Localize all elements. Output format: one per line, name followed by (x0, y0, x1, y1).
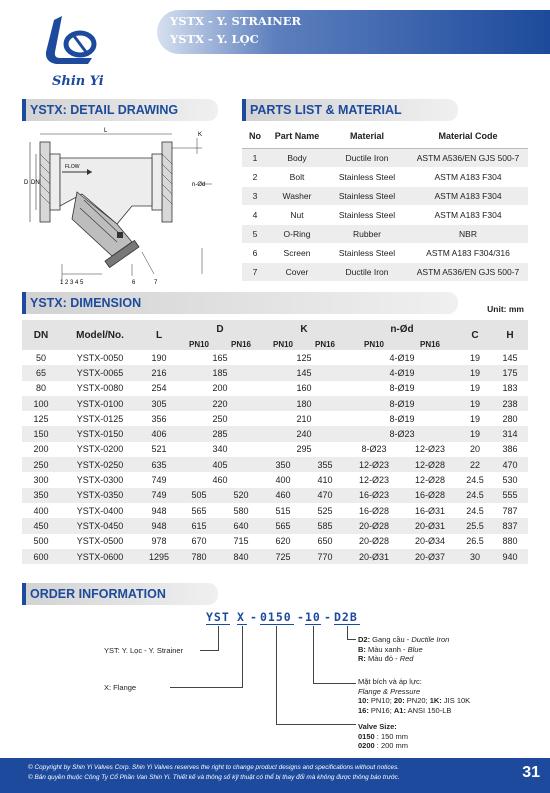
dimension-cell: 160 (262, 381, 346, 396)
parts-body (242, 148, 528, 281)
dimension-cell: 460 (178, 472, 262, 487)
dimension-cell: 22 (458, 457, 492, 472)
dimension-cell: 20-Ø31 (346, 549, 402, 564)
dimension-cell: 216 (140, 365, 178, 380)
code-color: D2B (334, 610, 358, 624)
parts-table (242, 124, 528, 282)
parts-cell: ASTM A183 F304/316 (408, 243, 528, 262)
parts-row (242, 148, 528, 167)
dimension-cell: 948 (140, 518, 178, 533)
flange-line: 16: PN16; A1: ANSI 150-LB (358, 705, 452, 715)
dimension-cell: 30 (458, 549, 492, 564)
dimension-cell: 585 (304, 518, 346, 533)
dimension-row (22, 396, 528, 411)
dim-header-d: D (178, 320, 262, 339)
dimension-cell: YSTX-0400 (60, 503, 140, 518)
size-options (358, 722, 408, 751)
dimension-cell: 410 (304, 472, 346, 487)
dimension-cell: 250 (22, 457, 60, 472)
dimension-cell: 175 (492, 365, 528, 380)
dimension-cell: 460 (262, 488, 304, 503)
dimension-cell: 749 (140, 472, 178, 487)
page-header (0, 0, 550, 89)
dimension-cell: 19 (458, 411, 492, 426)
dimension-row (22, 472, 528, 487)
dimension-cell: 530 (492, 472, 528, 487)
dim-sub-pn10: PN10 (346, 339, 402, 350)
dimension-row (22, 426, 528, 441)
dimension-cell: 350 (22, 488, 60, 503)
dimension-row (22, 381, 528, 396)
parts-row (242, 224, 528, 243)
dimension-cell: 280 (492, 411, 528, 426)
size-option: 0200 : 200 mm (358, 741, 409, 750)
dimension-cell: 555 (492, 488, 528, 503)
parts-cell: 3 (242, 186, 268, 205)
parts-cell: ASTM A183 F304 (408, 167, 528, 186)
parts-cell: Ductile Iron (326, 262, 408, 281)
dimension-row (22, 518, 528, 533)
dimension-body (22, 350, 528, 564)
dimension-row (22, 442, 528, 457)
dimension-cell: 285 (178, 426, 262, 441)
drawing-label-nod: n-Ød (192, 182, 206, 188)
dimension-row (22, 503, 528, 518)
dimension-cell: 620 (262, 534, 304, 549)
size-title: Valve Size: (358, 722, 397, 731)
color-option: R: Màu đỏ - Red (358, 654, 414, 663)
dim-header-dn: DN (22, 320, 60, 350)
dimension-cell: 515 (262, 503, 304, 518)
dimension-cell: 20-Ø28 (346, 518, 402, 533)
section-title: ORDER INFORMATION (30, 587, 166, 601)
parts-cell: 2 (242, 167, 268, 186)
parts-cell: Screen (268, 243, 326, 262)
dimension-cell: 400 (22, 503, 60, 518)
dimension-cell: 295 (262, 442, 346, 457)
dimension-cell: 19 (458, 365, 492, 380)
dimension-cell: 8-Ø23 (346, 426, 458, 441)
dimension-cell: 770 (304, 549, 346, 564)
dimension-cell: 125 (22, 411, 60, 426)
parts-cell: 5 (242, 224, 268, 243)
code-underline (260, 624, 294, 625)
unit-label: Unit: mm (487, 304, 524, 314)
dimension-cell: 125 (262, 350, 346, 365)
flange-title-en: Flange & Pressure (358, 686, 421, 696)
dimension-cell: 24.5 (458, 488, 492, 503)
dimension-cell: YSTX-0600 (60, 549, 140, 564)
dimension-cell: 715 (220, 534, 262, 549)
drawing-label-7: 7 (154, 280, 158, 286)
dimension-cell: 780 (178, 549, 220, 564)
code-dash: - (324, 610, 332, 624)
dimension-cell: 405 (178, 457, 262, 472)
dimension-cell: 565 (262, 518, 304, 533)
parts-cell: Ductile Iron (326, 148, 408, 167)
connector-line (313, 683, 356, 684)
dimension-cell: 16-Ø23 (346, 488, 402, 503)
parts-cell: Nut (268, 205, 326, 224)
dim-sub-pn16: PN16 (304, 339, 346, 350)
dim-sub-pn16: PN16 (402, 339, 458, 350)
dimension-cell: 450 (22, 518, 60, 533)
dimension-cell: 650 (304, 534, 346, 549)
parts-cell: 7 (242, 262, 268, 281)
dimension-cell: 8-Ø19 (346, 381, 458, 396)
drawing-label-k: K (198, 132, 203, 138)
dimension-cell: 4-Ø19 (346, 365, 458, 380)
code-dash: - (297, 610, 305, 624)
parts-cell: Stainless Steel (326, 167, 408, 186)
page-title: YSTX - Y. STRAINER (170, 14, 302, 28)
dimension-cell: 400 (262, 472, 304, 487)
dimension-cell: YSTX-0100 (60, 396, 140, 411)
dimension-cell: 24.5 (458, 472, 492, 487)
dimension-cell: YSTX-0150 (60, 426, 140, 441)
dim-sub-pn16: PN16 (220, 339, 262, 350)
label-yst: YST: Y. Lọc - Y. Strainer (104, 646, 184, 655)
dimension-cell: 165 (178, 350, 262, 365)
footer-copyright-vi: © Bản quyền thuộc Công Ty Cổ Phần Van Shin Yi. Thiết kế và thông số kỹ thuật có thể bị thay đổi mà không được thông báo trước. (28, 774, 400, 781)
drawing-label-d: D (24, 180, 29, 186)
parts-cell: Rubber (326, 224, 408, 243)
logo-text: Shin Yi (52, 74, 104, 89)
connector-line (218, 626, 219, 651)
parts-cell: Stainless Steel (326, 205, 408, 224)
parts-row (242, 243, 528, 262)
connector-line (347, 626, 348, 640)
page-number: 31 (522, 764, 540, 781)
parts-cell: Washer (268, 186, 326, 205)
dimension-cell: 20-Ø31 (402, 518, 458, 533)
dimension-cell: 150 (22, 426, 60, 441)
dimension-cell: YSTX-0200 (60, 442, 140, 457)
dimension-cell: YSTX-0080 (60, 381, 140, 396)
footer-copyright-en: © Copyright by Shin Yi Valves Corp. Shin Yi Valves reserves the right to change product designs and specifications without notices. (28, 764, 400, 771)
dimension-cell: 145 (262, 365, 346, 380)
parts-cell: 1 (242, 148, 268, 167)
size-option: 0150 : 150 mm (358, 731, 409, 741)
parts-cell: Body (268, 148, 326, 167)
flange-line: 10: PN10; 20: PN20; 1K: JIS 10K (358, 696, 471, 705)
dimension-cell: 238 (492, 396, 528, 411)
section-order-information (22, 583, 218, 605)
dimension-cell: 880 (492, 534, 528, 549)
dimension-cell: 520 (220, 488, 262, 503)
dim-header-nod: n-Ød (346, 320, 458, 339)
parts-cell: NBR (408, 224, 528, 243)
dimension-cell: 837 (492, 518, 528, 533)
dimension-cell: 180 (262, 396, 346, 411)
shin-yi-logo-icon (40, 12, 110, 72)
dimension-row (22, 457, 528, 472)
dimension-cell: 305 (140, 396, 178, 411)
dimension-cell: 254 (140, 381, 178, 396)
parts-header: Part Name (268, 124, 326, 148)
drawing-label-6: 6 (132, 280, 136, 286)
code-size: 0150 (260, 610, 292, 624)
dimension-cell: 65 (22, 365, 60, 380)
dimension-cell: 20-Ø28 (346, 534, 402, 549)
dimension-cell: 20-Ø37 (402, 549, 458, 564)
dimension-row (22, 365, 528, 380)
dimension-cell: 640 (220, 518, 262, 533)
parts-cell: 6 (242, 243, 268, 262)
parts-row (242, 186, 528, 205)
dimension-cell: 314 (492, 426, 528, 441)
dimension-cell: 220 (178, 396, 262, 411)
parts-cell: Stainless Steel (326, 186, 408, 205)
parts-cell: ASTM A183 F304 (408, 186, 528, 205)
dimension-cell: 20-Ø34 (402, 534, 458, 549)
dimension-cell: 670 (178, 534, 220, 549)
dimension-cell: 19 (458, 381, 492, 396)
drawing-label-parts: 1 2 3 4 5 (60, 280, 84, 286)
dimension-cell: 12-Ø23 (346, 472, 402, 487)
dimension-cell: 50 (22, 350, 60, 365)
dim-header-l: L (140, 320, 178, 350)
dim-header-h: H (492, 320, 528, 350)
connector-line (276, 724, 356, 725)
dim-header-model: Model/No. (60, 320, 140, 350)
dimension-cell: 16-Ø28 (402, 488, 458, 503)
dimension-cell: 24.5 (458, 503, 492, 518)
parts-row (242, 167, 528, 186)
dim-sub-pn10: PN10 (262, 339, 304, 350)
dimension-cell: 12-Ø28 (402, 457, 458, 472)
dimension-cell: 190 (140, 350, 178, 365)
parts-cell: ASTM A536/EN GJS 500-7 (408, 148, 528, 167)
dimension-cell: 20 (458, 442, 492, 457)
page-subtitle: YSTX - Y. LỌC (170, 32, 259, 46)
parts-cell: 4 (242, 205, 268, 224)
parts-cell: O-Ring (268, 224, 326, 243)
drawing-label-dn: DN (31, 180, 40, 186)
dimension-cell: 8-Ø19 (346, 396, 458, 411)
dim-header-k: K (262, 320, 346, 339)
code-underline (237, 624, 247, 625)
dimension-cell: 1295 (140, 549, 178, 564)
dimension-row (22, 534, 528, 549)
dimension-cell: 356 (140, 411, 178, 426)
dimension-cell: 16-Ø28 (346, 503, 402, 518)
connector-line (242, 626, 243, 688)
parts-cell: Stainless Steel (326, 243, 408, 262)
dimension-cell: 948 (140, 503, 178, 518)
dimension-cell: 355 (304, 457, 346, 472)
dimension-cell: 12-Ø28 (402, 472, 458, 487)
parts-cell: Bolt (268, 167, 326, 186)
dimension-cell: YSTX-0065 (60, 365, 140, 380)
dimension-cell: YSTX-0450 (60, 518, 140, 533)
parts-cell: Cover (268, 262, 326, 281)
parts-header: Material Code (408, 124, 528, 148)
flange-title: Mặt bích và áp lực: (358, 677, 422, 686)
dimension-cell: 19 (458, 426, 492, 441)
color-option: D2: Gang cầu - Ductile Iron (358, 635, 450, 644)
dimension-cell: 80 (22, 381, 60, 396)
connector-line (170, 687, 242, 688)
svg-text:FLOW: FLOW (65, 164, 80, 170)
dimension-cell: 12-Ø23 (402, 442, 458, 457)
dimension-cell: 600 (22, 549, 60, 564)
code-underline (305, 624, 321, 625)
parts-header: Material (326, 124, 408, 148)
label-x: X: Flange (104, 683, 137, 692)
dimension-cell: 4-Ø19 (346, 350, 458, 365)
dimension-cell: 200 (22, 442, 60, 457)
dimension-cell: 525 (304, 503, 346, 518)
parts-header: No (242, 124, 268, 148)
section-title: YSTX: DETAIL DRAWING (30, 103, 179, 117)
dimension-cell: 470 (492, 457, 528, 472)
dimension-cell: 8-Ø19 (346, 411, 458, 426)
dimension-cell: 787 (492, 503, 528, 518)
dimension-cell: 350 (262, 457, 304, 472)
section-title: PARTS LIST & MATERIAL (250, 103, 402, 117)
dimension-cell: 386 (492, 442, 528, 457)
code-underline (334, 624, 360, 625)
section-title: YSTX: DIMENSION (30, 296, 142, 310)
dimension-cell: 185 (178, 365, 262, 380)
detail-drawing (22, 124, 222, 294)
dimension-cell: YSTX-0250 (60, 457, 140, 472)
dim-header-c: C (458, 320, 492, 350)
code-dash: - (250, 610, 258, 624)
dimension-cell: 470 (304, 488, 346, 503)
connector-line (276, 626, 277, 725)
dimension-cell: 100 (22, 396, 60, 411)
dimension-cell: 615 (178, 518, 220, 533)
connector-line (347, 639, 356, 640)
dimension-cell: 840 (220, 549, 262, 564)
dim-sub-pn10: PN10 (178, 339, 220, 350)
dimension-cell: 19 (458, 396, 492, 411)
section-dimension (22, 292, 458, 314)
code-flange: 10 (305, 610, 321, 624)
section-detail-drawing (22, 99, 218, 121)
dimension-cell: YSTX-0350 (60, 488, 140, 503)
code-underline (206, 624, 230, 625)
dimension-cell: 565 (178, 503, 220, 518)
dimension-cell: YSTX-0300 (60, 472, 140, 487)
connector-line (313, 626, 314, 684)
section-parts-list (242, 99, 458, 121)
color-option: B: Màu xanh - Blue (358, 644, 423, 654)
dimension-cell: YSTX-0125 (60, 411, 140, 426)
dimension-cell: 940 (492, 549, 528, 564)
parts-cell: ASTM A536/EN GJS 500-7 (408, 262, 528, 281)
dimension-cell: 19 (458, 350, 492, 365)
dimension-cell: 250 (178, 411, 262, 426)
dimension-cell: 505 (178, 488, 220, 503)
parts-row (242, 262, 528, 281)
dimension-cell: 406 (140, 426, 178, 441)
parts-cell: ASTM A183 F304 (408, 205, 528, 224)
dimension-row (22, 350, 528, 365)
dimension-row (22, 411, 528, 426)
dimension-cell: 12-Ø23 (346, 457, 402, 472)
dimension-cell: 725 (262, 549, 304, 564)
parts-row (242, 205, 528, 224)
dimension-cell: 521 (140, 442, 178, 457)
dimension-cell: 500 (22, 534, 60, 549)
dimension-cell: 145 (492, 350, 528, 365)
flange-options (358, 677, 470, 715)
code-yst: YST (206, 610, 230, 624)
dimension-cell: 210 (262, 411, 346, 426)
dimension-row (22, 488, 528, 503)
dimension-cell: 749 (140, 488, 178, 503)
dimension-cell: 8-Ø23 (346, 442, 402, 457)
dimension-cell: 978 (140, 534, 178, 549)
dimension-cell: 183 (492, 381, 528, 396)
dimension-table (22, 320, 528, 564)
drawing-label-l: L (104, 128, 108, 134)
dimension-row (22, 549, 528, 564)
dimension-cell: YSTX-0050 (60, 350, 140, 365)
dimension-cell: 580 (220, 503, 262, 518)
dimension-cell: 26.5 (458, 534, 492, 549)
dimension-cell: 200 (178, 381, 262, 396)
dimension-cell: 635 (140, 457, 178, 472)
connector-line (200, 650, 218, 651)
dimension-cell: 240 (262, 426, 346, 441)
dimension-cell: 340 (178, 442, 262, 457)
dimension-cell: 300 (22, 472, 60, 487)
code-x: X (237, 610, 245, 624)
dimension-cell: YSTX-0500 (60, 534, 140, 549)
dimension-cell: 16-Ø31 (402, 503, 458, 518)
color-options (358, 635, 449, 664)
dimension-cell: 25.5 (458, 518, 492, 533)
